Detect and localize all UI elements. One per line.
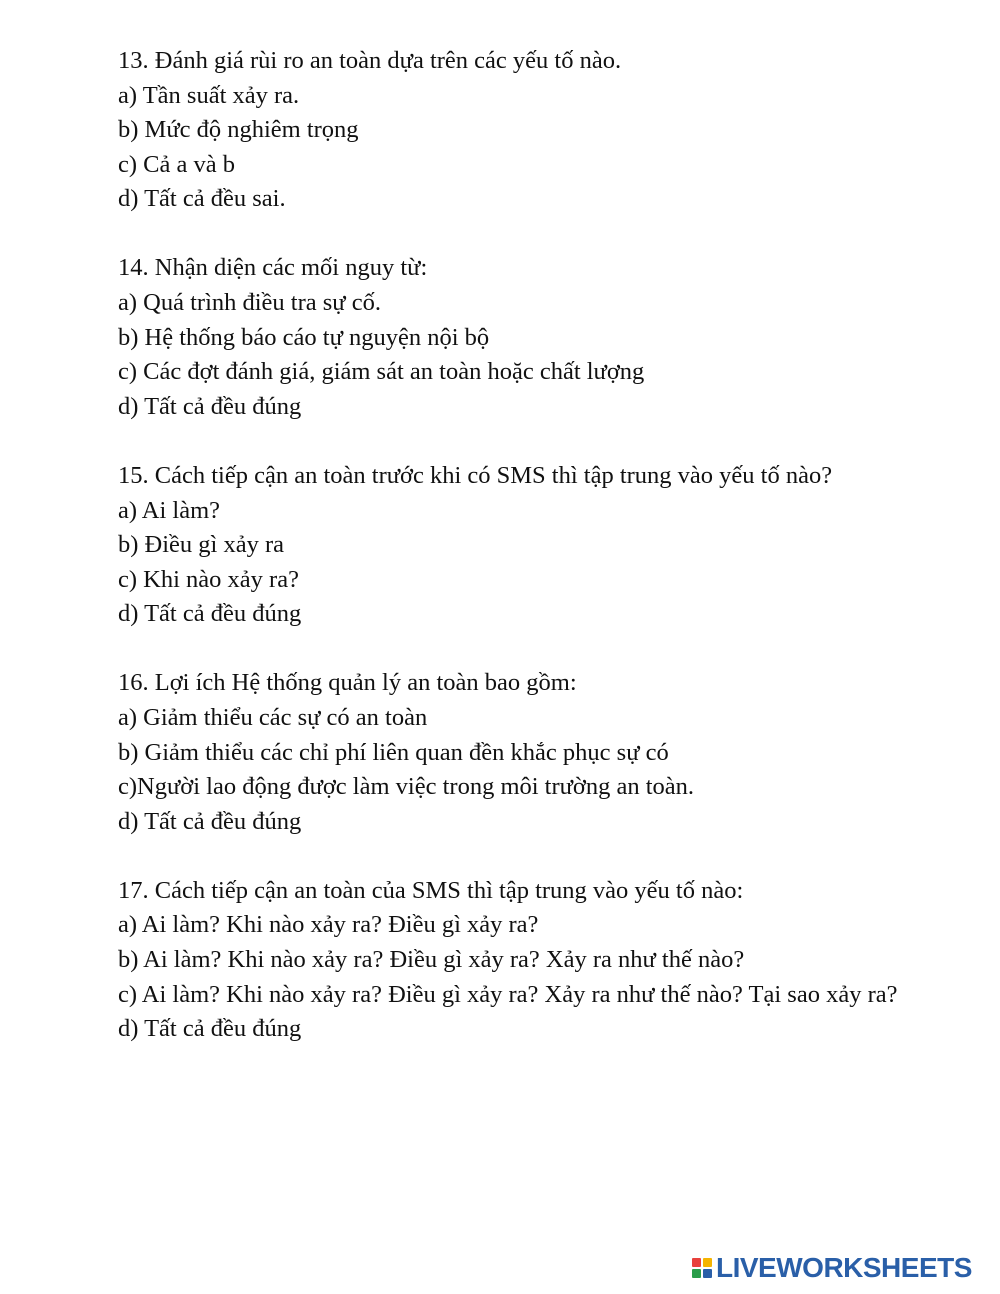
question-17 [118,874,918,1047]
question-title: 17. Cách tiếp cận an toàn của SMS thì tập trung vào yếu tố nào: [118,876,744,904]
question-13 [118,44,918,217]
liveworksheets-logo-icon [692,1258,712,1278]
question-15 [118,459,918,632]
answer-option-d: d) Tất cả đều đúng [118,600,302,628]
answer-option-a: a) Ai làm? Khi nào xảy ra? Điều gì xảy ra? [118,911,539,939]
answer-option-b: b) Giảm thiểu các chỉ phí liên quan đền khắc phục sự có [118,738,669,766]
logo-square-yellow [703,1258,712,1267]
logo-text: LIVEWORKSHEETS [716,1252,972,1283]
question-16 [118,666,918,839]
question-title: 15. Cách tiếp cận an toàn trước khi có SMS thì tập trung vào yếu tố nào? [118,461,833,489]
answer-option-c: c) Các đợt đánh giá, giám sát an toàn hoặc chất lượng [118,358,645,386]
answer-option-a: a) Ai làm? [118,496,221,524]
answer-option-b: b) Điều gì xảy ra [118,531,284,559]
answer-option-c: c) Khi nào xảy ra? [118,565,299,593]
answer-option-b: b) Hệ thống báo cáo tự nguyện nội bộ [118,323,490,351]
answer-option-c: c) Cả a và b [118,150,235,178]
answer-option-d: d) Tất cả đều đúng [118,392,302,420]
answer-option-d: d) Tất cả đều sai. [118,185,286,213]
answer-option-c: c)Người lao động được làm việc trong môi trường an toàn. [118,773,695,801]
question-14 [118,251,918,424]
answer-option-a: a) Quá trình điều tra sự cố. [118,289,381,317]
answer-option-c: c) Ai làm? Khi nào xảy ra? Điều gì xảy ra? Xảy ra như thế nào? Tại sao xảy ra? [118,980,898,1008]
answer-option-a: a) Giảm thiểu các sự có an toàn [118,704,428,731]
question-title: 16. Lợi ích Hệ thống quản lý an toàn bao gồm: [118,669,577,697]
worksheet-content [118,44,918,1081]
answer-option-a: a) Tần suất xảy ra. [118,81,300,109]
answer-option-b: b) Mức độ nghiêm trọng [118,116,359,144]
question-title: 13. Đánh giá rùi ro an toàn dựa trên các yếu tố nào. [118,47,622,74]
answer-option-d: d) Tất cả đều đúng [118,807,302,835]
question-title: 14. Nhận diện các mối nguy từ: [118,254,428,282]
logo-square-blue [703,1269,712,1278]
logo-square-green [692,1269,701,1278]
logo-square-red [692,1258,701,1267]
liveworksheets-logo [692,1252,972,1284]
answer-option-d: d) Tất cả đều đúng [118,1015,302,1043]
answer-option-b: b) Ai làm? Khi nào xảy ra? Điều gì xảy ra? Xảy ra như thế nào? [118,946,745,974]
